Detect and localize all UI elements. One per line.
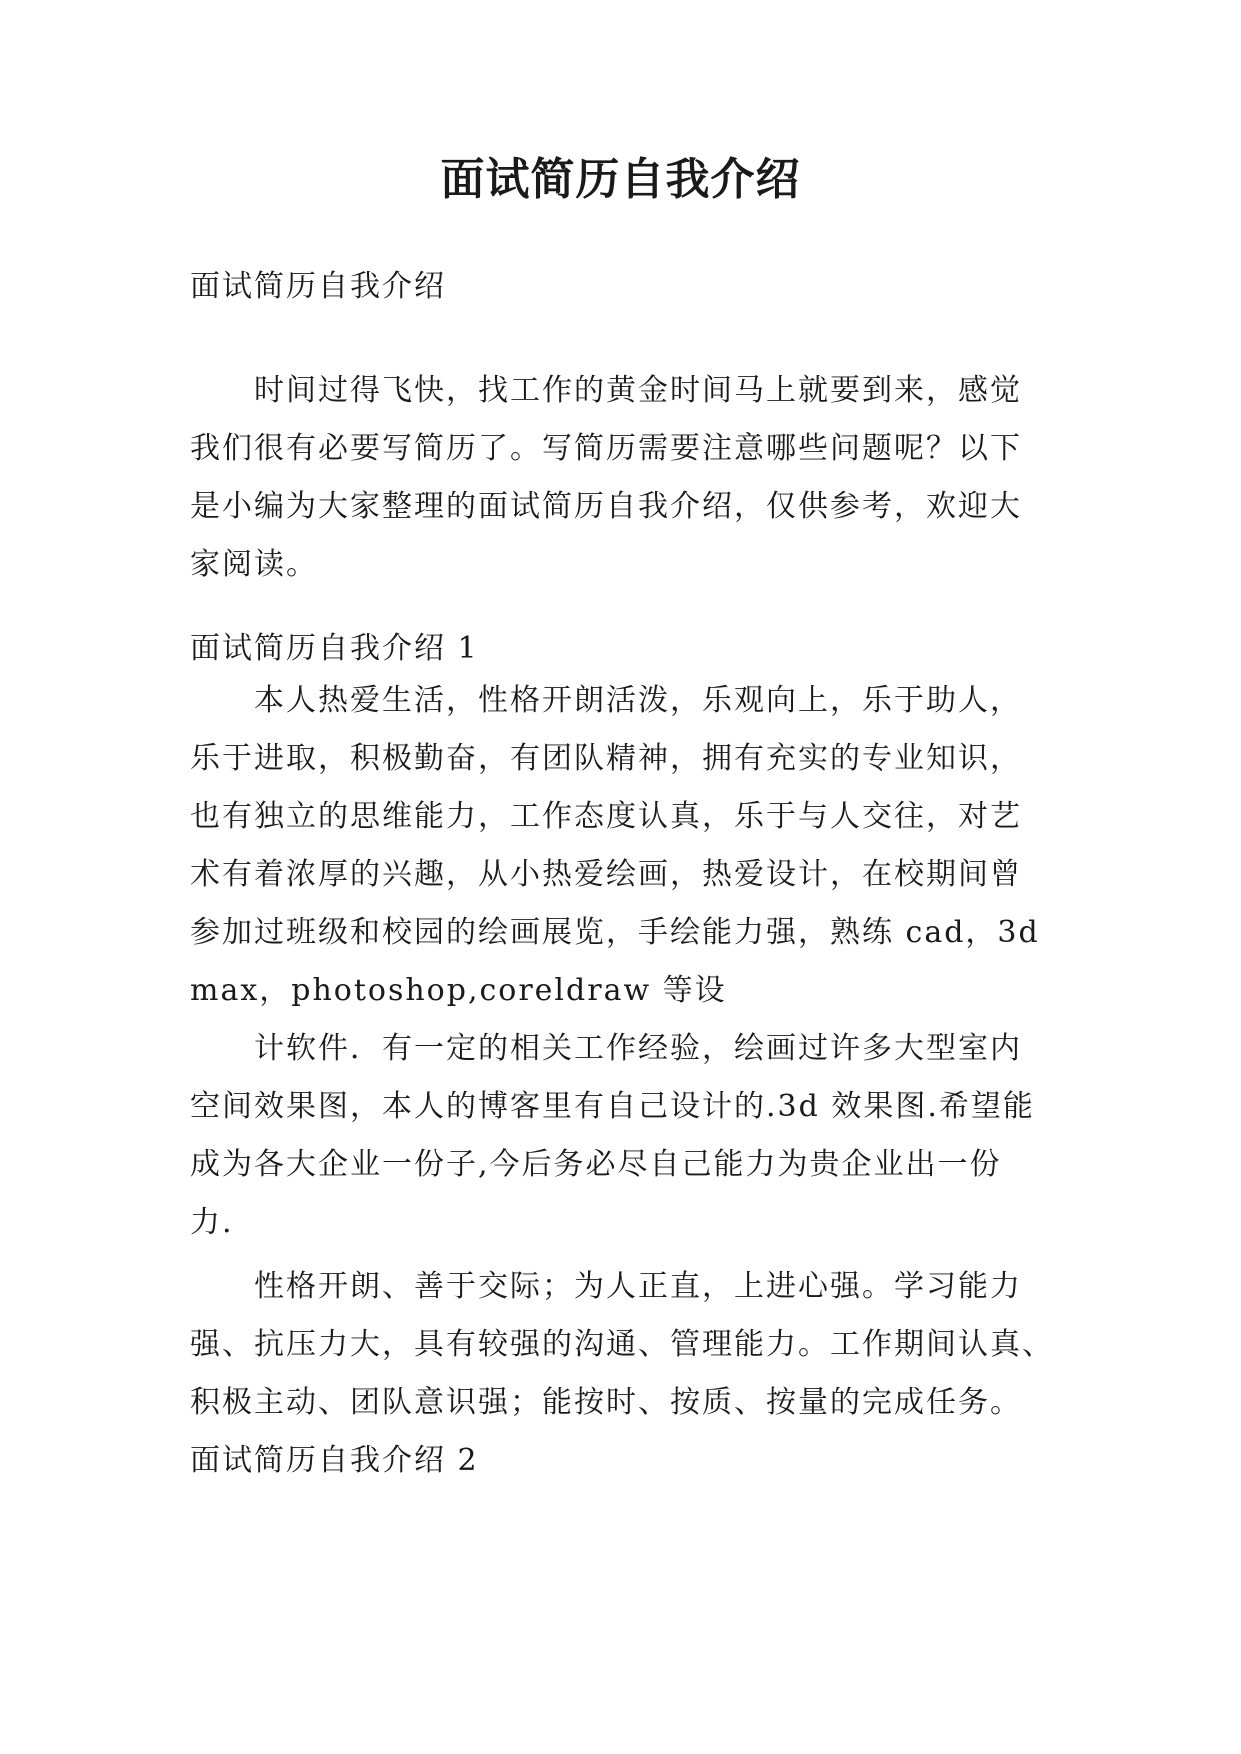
section1-paragraph-3	[190, 1258, 1070, 1432]
paragraph-line: 性格开朗、善于交际；为人正直，上进心强。学习能力	[254, 1269, 1022, 1304]
paragraph-line: 力.	[190, 1205, 234, 1240]
intro-paragraph	[190, 362, 1070, 594]
paragraph-line: 本人热爱生活，性格开朗活泼，乐观向上，乐于助人，	[254, 683, 1022, 718]
intro-line: 时间过得飞快，找工作的黄金时间马上就要到来，感觉	[254, 373, 1022, 408]
paragraph-line: 乐于进取，积极勤奋，有团队精神，拥有充实的专业知识，	[190, 741, 1022, 776]
intro-line: 我们很有必要写简历了。写简历需要注意哪些问题呢？以下	[190, 431, 1022, 466]
paragraph-line: 强、抗压力大，具有较强的沟通、管理能力。工作期间认真、	[190, 1327, 1054, 1362]
paragraph-line: 也有独立的思维能力，工作态度认真，乐于与人交往，对艺	[190, 799, 1022, 834]
paragraph-line: 成为各大企业一份子,今后务必尽自己能力为贵企业出一份	[190, 1147, 1002, 1182]
paragraph-line: 术有着浓厚的兴趣，从小热爱绘画，热爱设计，在校期间曾	[190, 857, 1022, 892]
section1-paragraph-2	[190, 1020, 1070, 1252]
document-title: 面试简历自我介绍	[440, 154, 801, 205]
paragraph-line: 空间效果图，本人的博客里有自己设计的.3d 效果图.希望能	[190, 1089, 1035, 1124]
section1-paragraph-1	[190, 672, 1070, 1020]
intro-line: 家阅读。	[190, 547, 318, 582]
section-heading-2: 面试简历自我介绍 2	[190, 1443, 479, 1478]
document-subtitle: 面试简历自我介绍	[190, 269, 446, 304]
intro-line: 是小编为大家整理的面试简历自我介绍，仅供参考，欢迎大	[190, 489, 1022, 524]
paragraph-line: 积极主动、团队意识强；能按时、按质、按量的完成任务。	[190, 1385, 1022, 1420]
section-heading-1: 面试简历自我介绍 1	[190, 631, 479, 666]
paragraph-line: max，photoshop,coreldraw 等设	[190, 973, 727, 1008]
paragraph-line: 计软件．有一定的相关工作经验，绘画过许多大型室内	[254, 1031, 1022, 1066]
paragraph-line: 参加过班级和校园的绘画展览，手绘能力强，熟练 cad，3d	[190, 915, 1040, 950]
